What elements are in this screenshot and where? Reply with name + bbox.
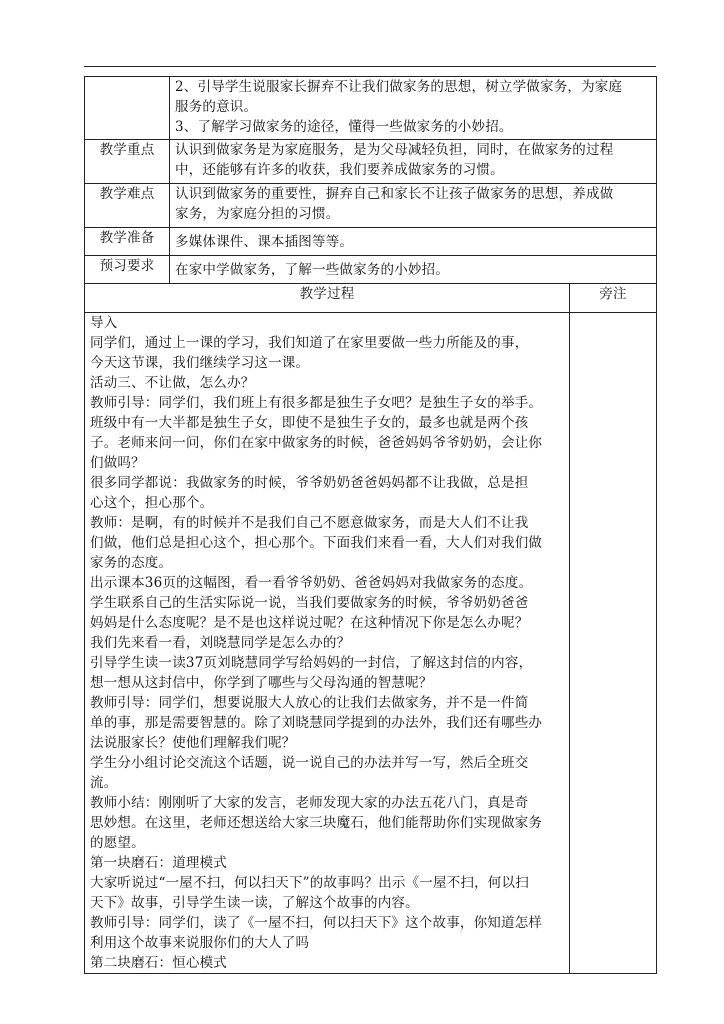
preview-label: 预习要求	[85, 256, 170, 284]
process-line: 第一块磨石：道理模式	[90, 855, 227, 871]
process-line: 单的事，那是需要智慧的。除了刘晓慧同学提到的办法外，我们还有哪些办	[90, 715, 543, 731]
process-line: 今天这节课，我们继续学习这一课。	[90, 355, 310, 371]
process-line: 学生联系自己的生活实际说一说，当我们要做家务的时候，爷爷奶奶爸爸	[90, 595, 529, 611]
process-line: 同学们，通过上一课的学习，我们知道了在家里要做一些力所能及的事，	[90, 335, 529, 351]
key-points-line: 中，还能够有许多的收获，我们要养成做家务的习惯。	[175, 162, 504, 178]
lesson-plan-table	[84, 76, 657, 974]
preview-line: 在家中学做家务，了解一些做家务的小妙招。	[175, 261, 449, 278]
process-line: 教师引导：同学们，想要说服大人放心的让我们去做家务，并不是一件简	[90, 695, 529, 711]
notes-title: 旁注	[570, 284, 657, 313]
process-line: 导入	[90, 315, 118, 331]
process-content	[85, 313, 570, 974]
process-line: 们做吗？	[90, 455, 145, 471]
process-line: 教师小结：刚刚听了大家的发言，老师发现大家的办法五花八门，真是奇	[90, 795, 529, 811]
objectives-line: 3、了解学习做家务的途径，懂得一些做家务的小妙招。	[175, 119, 513, 135]
difficulties-label: 教学难点	[85, 184, 170, 228]
process-line: 第二块磨石：恒心模式	[90, 955, 227, 971]
notes-column	[570, 313, 657, 974]
preview-content	[170, 256, 657, 284]
process-line: 利用这个故事来说服你们的大人了吗	[90, 935, 310, 951]
objectives-content	[170, 77, 657, 140]
header-rule	[84, 66, 656, 67]
process-line: 流。	[90, 775, 118, 791]
process-line: 教师引导：同学们，读了《一屋不扫，何以扫天下》这个故事，你知道怎样	[90, 915, 543, 931]
key-points-row	[85, 140, 657, 184]
process-line: 教师引导：同学们，我们班上有很多都是独生子女吧？是独生子女的举手。	[90, 395, 543, 411]
process-line: 活动三、不让做，怎么办？	[90, 375, 255, 391]
process-line: 们做，他们总是担心这个，担心那个。下面我们来看一看，大人们对我们做	[90, 535, 543, 551]
objectives-line: 服务的意识。	[175, 99, 258, 115]
difficulties-line: 家务，为家庭分担的习惯。	[175, 206, 340, 222]
process-line: 天下》故事，引导学生读一读，了解这个故事的内容。	[90, 895, 419, 911]
process-line: 教师：是啊，有的时候并不是我们自己不愿意做家务，而是大人们不让我	[90, 515, 529, 531]
process-line: 家务的态度。	[90, 555, 173, 571]
process-line: 想一想从这封信中，你学到了哪些与父母沟通的智慧呢？	[90, 675, 433, 691]
process-line: 引导学生读一读37页刘晓慧同学写给妈妈的一封信，了解这封信的内容，	[90, 655, 533, 671]
preparation-row	[85, 228, 657, 256]
process-line: 班级中有一大半都是独生子女，即使不是独生子女的，最多也就是两个孩	[90, 415, 529, 431]
process-line: 妈妈是什么态度呢？是不是也这样说过呢？在这种情况下你是怎么办呢？	[90, 615, 529, 631]
key-points-label: 教学重点	[85, 140, 170, 184]
process-body-row	[85, 313, 657, 974]
process-line: 大家听说过“一屋不扫，何以扫天下”的故事吗？出示《一屋不扫，何以扫	[90, 875, 529, 891]
objectives-row	[85, 77, 657, 140]
objectives-line: 2、引导学生说服家长摒弃不让我们做家务的思想，树立学做家务，为家庭	[175, 79, 623, 95]
difficulties-line: 认识到做家务的重要性，摒弃自己和家长不让孩子做家务的思想，养成做	[175, 186, 614, 202]
process-line: 学生分小组讨论交流这个话题，说一说自己的办法并写一写，然后全班交	[90, 755, 529, 771]
process-line: 出示课本36页的这幅图，看一看爷爷奶奶、爸爸妈妈对我做家务的态度。	[90, 575, 533, 591]
preview-row	[85, 256, 657, 284]
key-points-line: 认识到做家务是为家庭服务，是为父母减轻负担，同时，在做家务的过程	[175, 142, 614, 158]
objectives-label-cell	[85, 77, 170, 140]
process-line: 的愿望。	[90, 835, 145, 851]
process-header-row	[85, 284, 657, 313]
preparation-label: 教学准备	[85, 228, 170, 256]
process-line: 我们先来看一看，刘晓慧同学是怎么办的？	[90, 635, 351, 651]
process-line: 法说服家长？使他们理解我们呢？	[90, 735, 296, 751]
difficulties-content	[170, 184, 657, 228]
preparation-line: 多媒体课件、课本插图等等。	[175, 233, 354, 250]
process-line: 很多同学都说：我做家务的时候，爷爷奶奶爸爸妈妈都不让我做，总是担	[90, 475, 529, 491]
process-title: 教学过程	[85, 284, 570, 313]
process-line: 子。老师来问一问，你们在家中做家务的时候，爸爸妈妈爷爷奶奶，会让你	[90, 435, 543, 451]
difficulties-row	[85, 184, 657, 228]
process-line: 心这个，担心那个。	[90, 495, 214, 511]
preparation-content	[170, 228, 657, 256]
key-points-content	[170, 140, 657, 184]
process-line: 思妙想。在这里，老师还想送给大家三块魔石，他们能帮助你们实现做家务	[90, 815, 543, 831]
